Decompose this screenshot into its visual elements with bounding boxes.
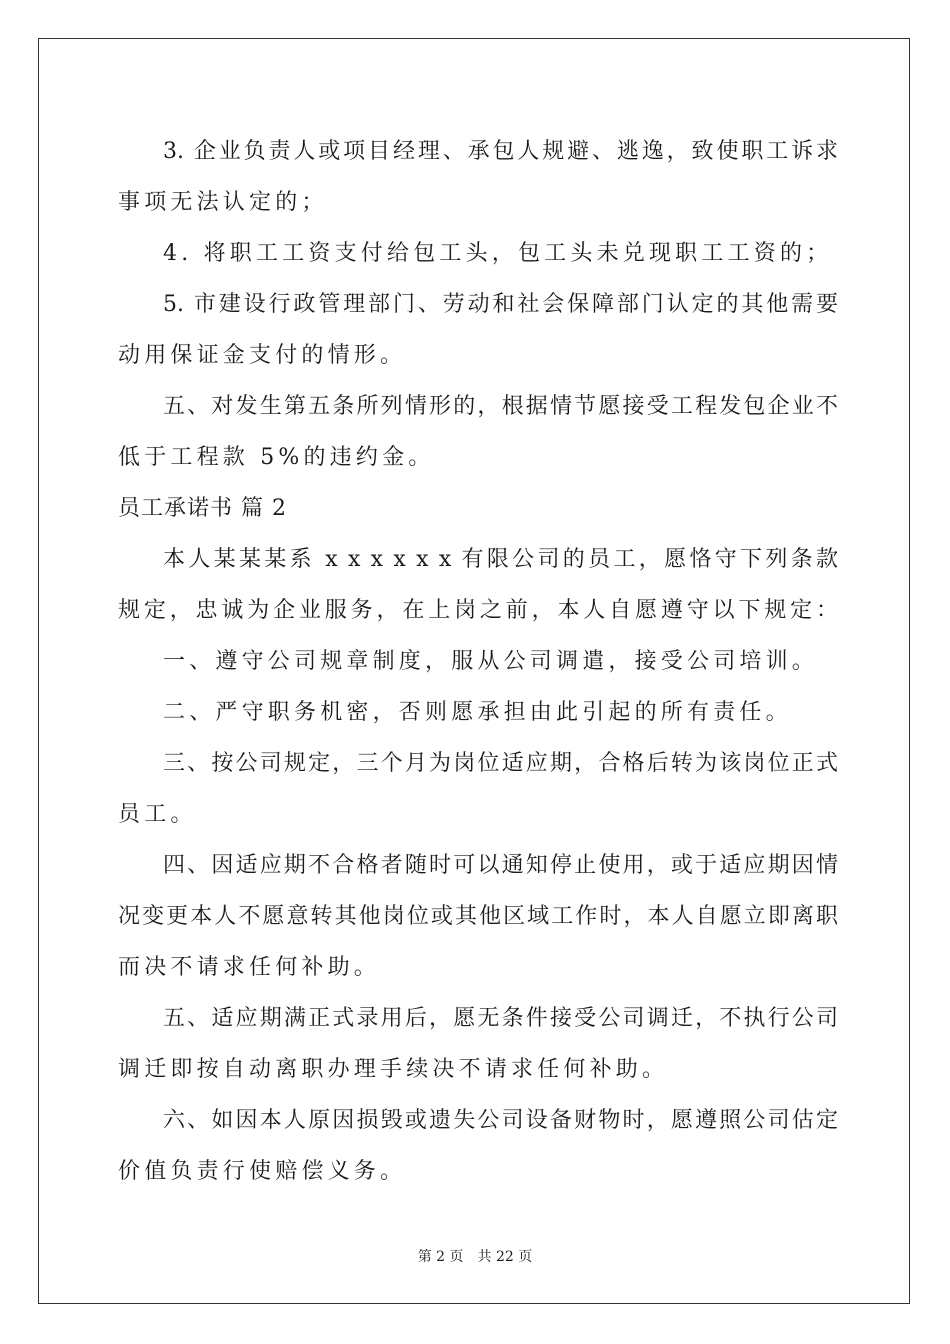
page-footer xyxy=(0,1246,950,1266)
paragraph-line: 二、严守职务机密，否则愿承担由此引起的所有责任。 xyxy=(163,700,792,725)
paragraph-line: 调迁即按自动离职办理手续决不请求任何补助。 xyxy=(118,1057,669,1082)
paragraph-line: 事项无法认定的； xyxy=(118,190,328,215)
paragraph-line: 规定，忠诚为企业服务，在上岗之前，本人自愿遵守以下规定： xyxy=(118,598,838,623)
paragraph-line: 动用保证金支付的情形。 xyxy=(118,343,407,368)
paragraph-line: 六、如因本人原因损毁或遗失公司设备财物时，愿遵照公司估定 xyxy=(163,1108,838,1133)
document-body xyxy=(118,126,838,1197)
paragraph-line: 一、遵守公司规章制度，服从公司调遣，接受公司培训。 xyxy=(163,649,819,674)
paragraph-line: 而决不请求任何补助。 xyxy=(118,955,381,980)
paragraph-line: 低于工程款 5%的违约金。 xyxy=(118,445,435,470)
paragraph-line: 价值负责行使赔偿义务。 xyxy=(118,1159,407,1184)
paragraph-line: 三、按公司规定，三个月为岗位适应期，合格后转为该岗位正式 xyxy=(163,751,838,776)
paragraph-line: 五、适应期满正式录用后，愿无条件接受公司调迁，不执行公司 xyxy=(163,1006,838,1031)
page-total: 共 22 页 xyxy=(477,1249,533,1265)
section-heading: 员工承诺书 篇 2 xyxy=(118,496,287,521)
paragraph-line: 况变更本人不愿意转其他岗位或其他区域工作时，本人自愿立即离职 xyxy=(118,904,838,929)
paragraph-line: 3. 企业负责人或项目经理、承包人规避、逃逸，致使职工诉求 xyxy=(163,139,838,164)
paragraph-line: 5. 市建设行政管理部门、劳动和社会保障部门认定的其他需要 xyxy=(163,292,838,317)
paragraph-line: 本人某某某系 x x x x x x 有限公司的员工，愿恪守下列条款 xyxy=(163,547,838,572)
paragraph-line: 4. 将职工工资支付给包工头，包工头未兑现职工工资的； xyxy=(163,241,833,266)
paragraph-line: 员工。 xyxy=(118,802,197,827)
paragraph-line: 四、因适应期不合格者随时可以通知停止使用，或于适应期因情 xyxy=(163,853,838,878)
page-number: 第 2 页 xyxy=(417,1249,464,1265)
paragraph-line: 五、对发生第五条所列情形的，根据情节愿接受工程发包企业不 xyxy=(163,394,838,419)
